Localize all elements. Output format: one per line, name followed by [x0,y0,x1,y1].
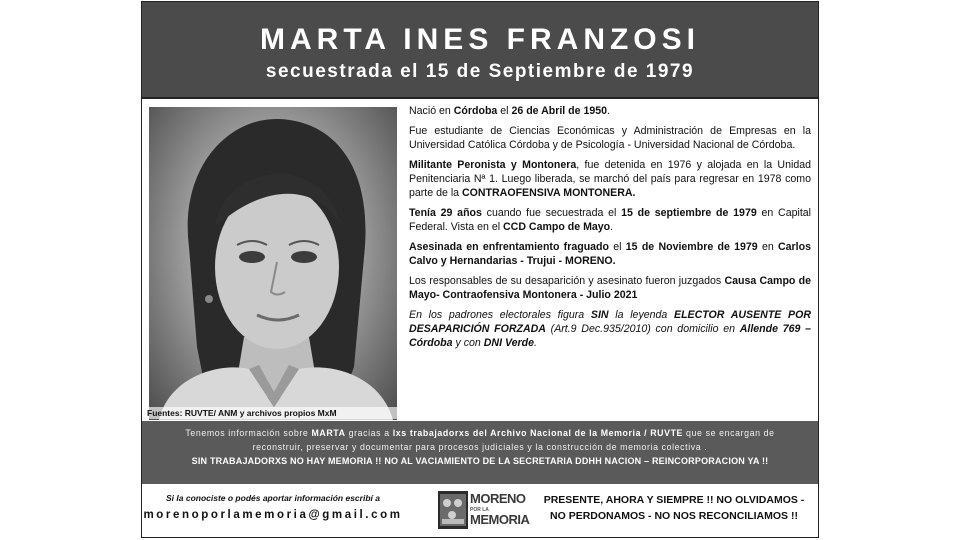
bio-segment: Causa Campo de Mayo- Contraofensiva Montonera - Julio 2021 [409,275,812,301]
info-text-c: que se encargan de [683,428,775,438]
info-text-a: Tenemos información sobre [185,428,312,438]
bio-trial [409,274,811,302]
bio-segment: 15 de septiembre de 1979 [621,207,757,219]
poster-footer [142,484,818,538]
bio-segment: SIN [590,309,609,321]
info-name: MARTA [311,428,346,438]
logo-word-porla: POR LA [470,507,489,513]
bio-militancy [409,158,811,200]
bio-segment: Militante Peronista y Montonera [409,159,577,171]
bio-segment: Fue estudiante de Ciencias Económicas y Administración de Empresas en la Universidad Católica Córdoba y de Psicología - Universidad Nacional de Córdoba. [409,125,811,151]
bio-segment: en Capital Federal. Vista en el [409,207,812,233]
bio-segment: 15 de Noviembre de 1979 [625,241,758,253]
bio-segment: . [607,105,611,117]
logo-word-moreno: MORENO [470,491,526,506]
bio-segment: Córdoba [453,105,498,117]
poster-header [142,2,818,99]
bio-segment: la leyenda [608,309,675,321]
bio-segment: el [497,105,512,117]
bio-birth [409,104,811,118]
bio-segment: CCD Campo de Mayo [503,221,611,233]
photo-credit: Fuentes: RUVTE/ ANM y archivos propios MxM [142,407,404,419]
bio-segment: cuando fue secuestrada el [481,207,622,219]
portrait-photo-icon [149,107,397,420]
contact-lead: Si la conociste o podés aportar información escribí a [166,493,380,503]
bio-segment: DNI Verde [483,337,535,349]
presente-line1: PRESENTE, AHORA Y SIEMPRE !! NO OLVIDAMOS - [543,494,805,506]
portrait-photo [149,107,397,420]
logo-word-memoria: MEMORIA [470,512,530,527]
poster-title: MARTA INES FRANZOSI [260,23,700,56]
bio-segment: ELECTOR AUSENTE POR DESAPARICIÓN FORZADA [409,309,812,335]
presente-slogan [534,492,814,524]
bio-segment: Los responsables de su desaparición y asesinato fueron juzgados [409,275,725,287]
info-text-b: gracias a [345,428,393,438]
biography [409,104,811,356]
bio-segment: Nació en [409,105,454,117]
bio-electoral-roll [409,308,811,350]
bio-segment: Allende 769 – Córdoba [409,323,811,349]
archive-info-band [142,421,818,484]
contact-email: morenoporlamemoria@gmail.com [143,509,403,521]
bio-segment: En los padrones electorales figura [409,309,591,321]
bio-segment: , fue detenida en 1976 y alojada en la Unidad Penitenciaria Nª 1. Luego liberada, se marchó del país para regresar en 1978 como parte de la [409,159,811,199]
bio-segment: (Art.9 Dec.935/2010) con domicilio en [545,323,740,335]
bio-murder [409,240,811,268]
bio-segment: Tenía 29 años [409,207,482,219]
bio-segment: el [609,241,626,253]
bio-segment: en [757,241,779,253]
bio-kidnapping [409,206,811,234]
archive-info-line2: reconstruir, preservar y documentar para procesos judiciales y la construcción de memoria colectiva . [252,442,708,452]
logo-image-icon [438,491,468,529]
bio-segment: Asesinada en enfrentamiento fraguado [409,241,609,253]
archive-info-line1 [142,426,818,440]
bio-segment: CONTRAOFENSIVA MONTONERA. [462,187,636,199]
info-org: lxs trabajadorxs del Archivo Nacional de la Memoria / RUVTE [392,428,684,438]
bio-segment: 26 de Abril de 1950 [511,105,608,117]
moreno-por-la-memoria-logo [438,491,530,529]
presente-line2: NO PERDONAMOS - NO NOS RECONCILIAMOS !! [550,510,798,522]
bio-studies [409,124,811,152]
bio-segment: . [610,221,614,233]
poster-subtitle: secuestrada el 15 de Septiembre de 1979 [265,61,695,82]
bio-segment: . [534,337,537,349]
bio-segment: y con [452,337,484,349]
memorial-poster [141,1,819,538]
archive-slogan: SIN TRABAJADORXS NO HAY MEMORIA !! NO AL VACIAMIENTO DE LA SECRETARIA DDHH NACION – REINCORPORACION YA !! [191,456,769,466]
bio-segment: Carlos Calvo y Hernandarias - Trujui - MORENO. [409,241,811,267]
